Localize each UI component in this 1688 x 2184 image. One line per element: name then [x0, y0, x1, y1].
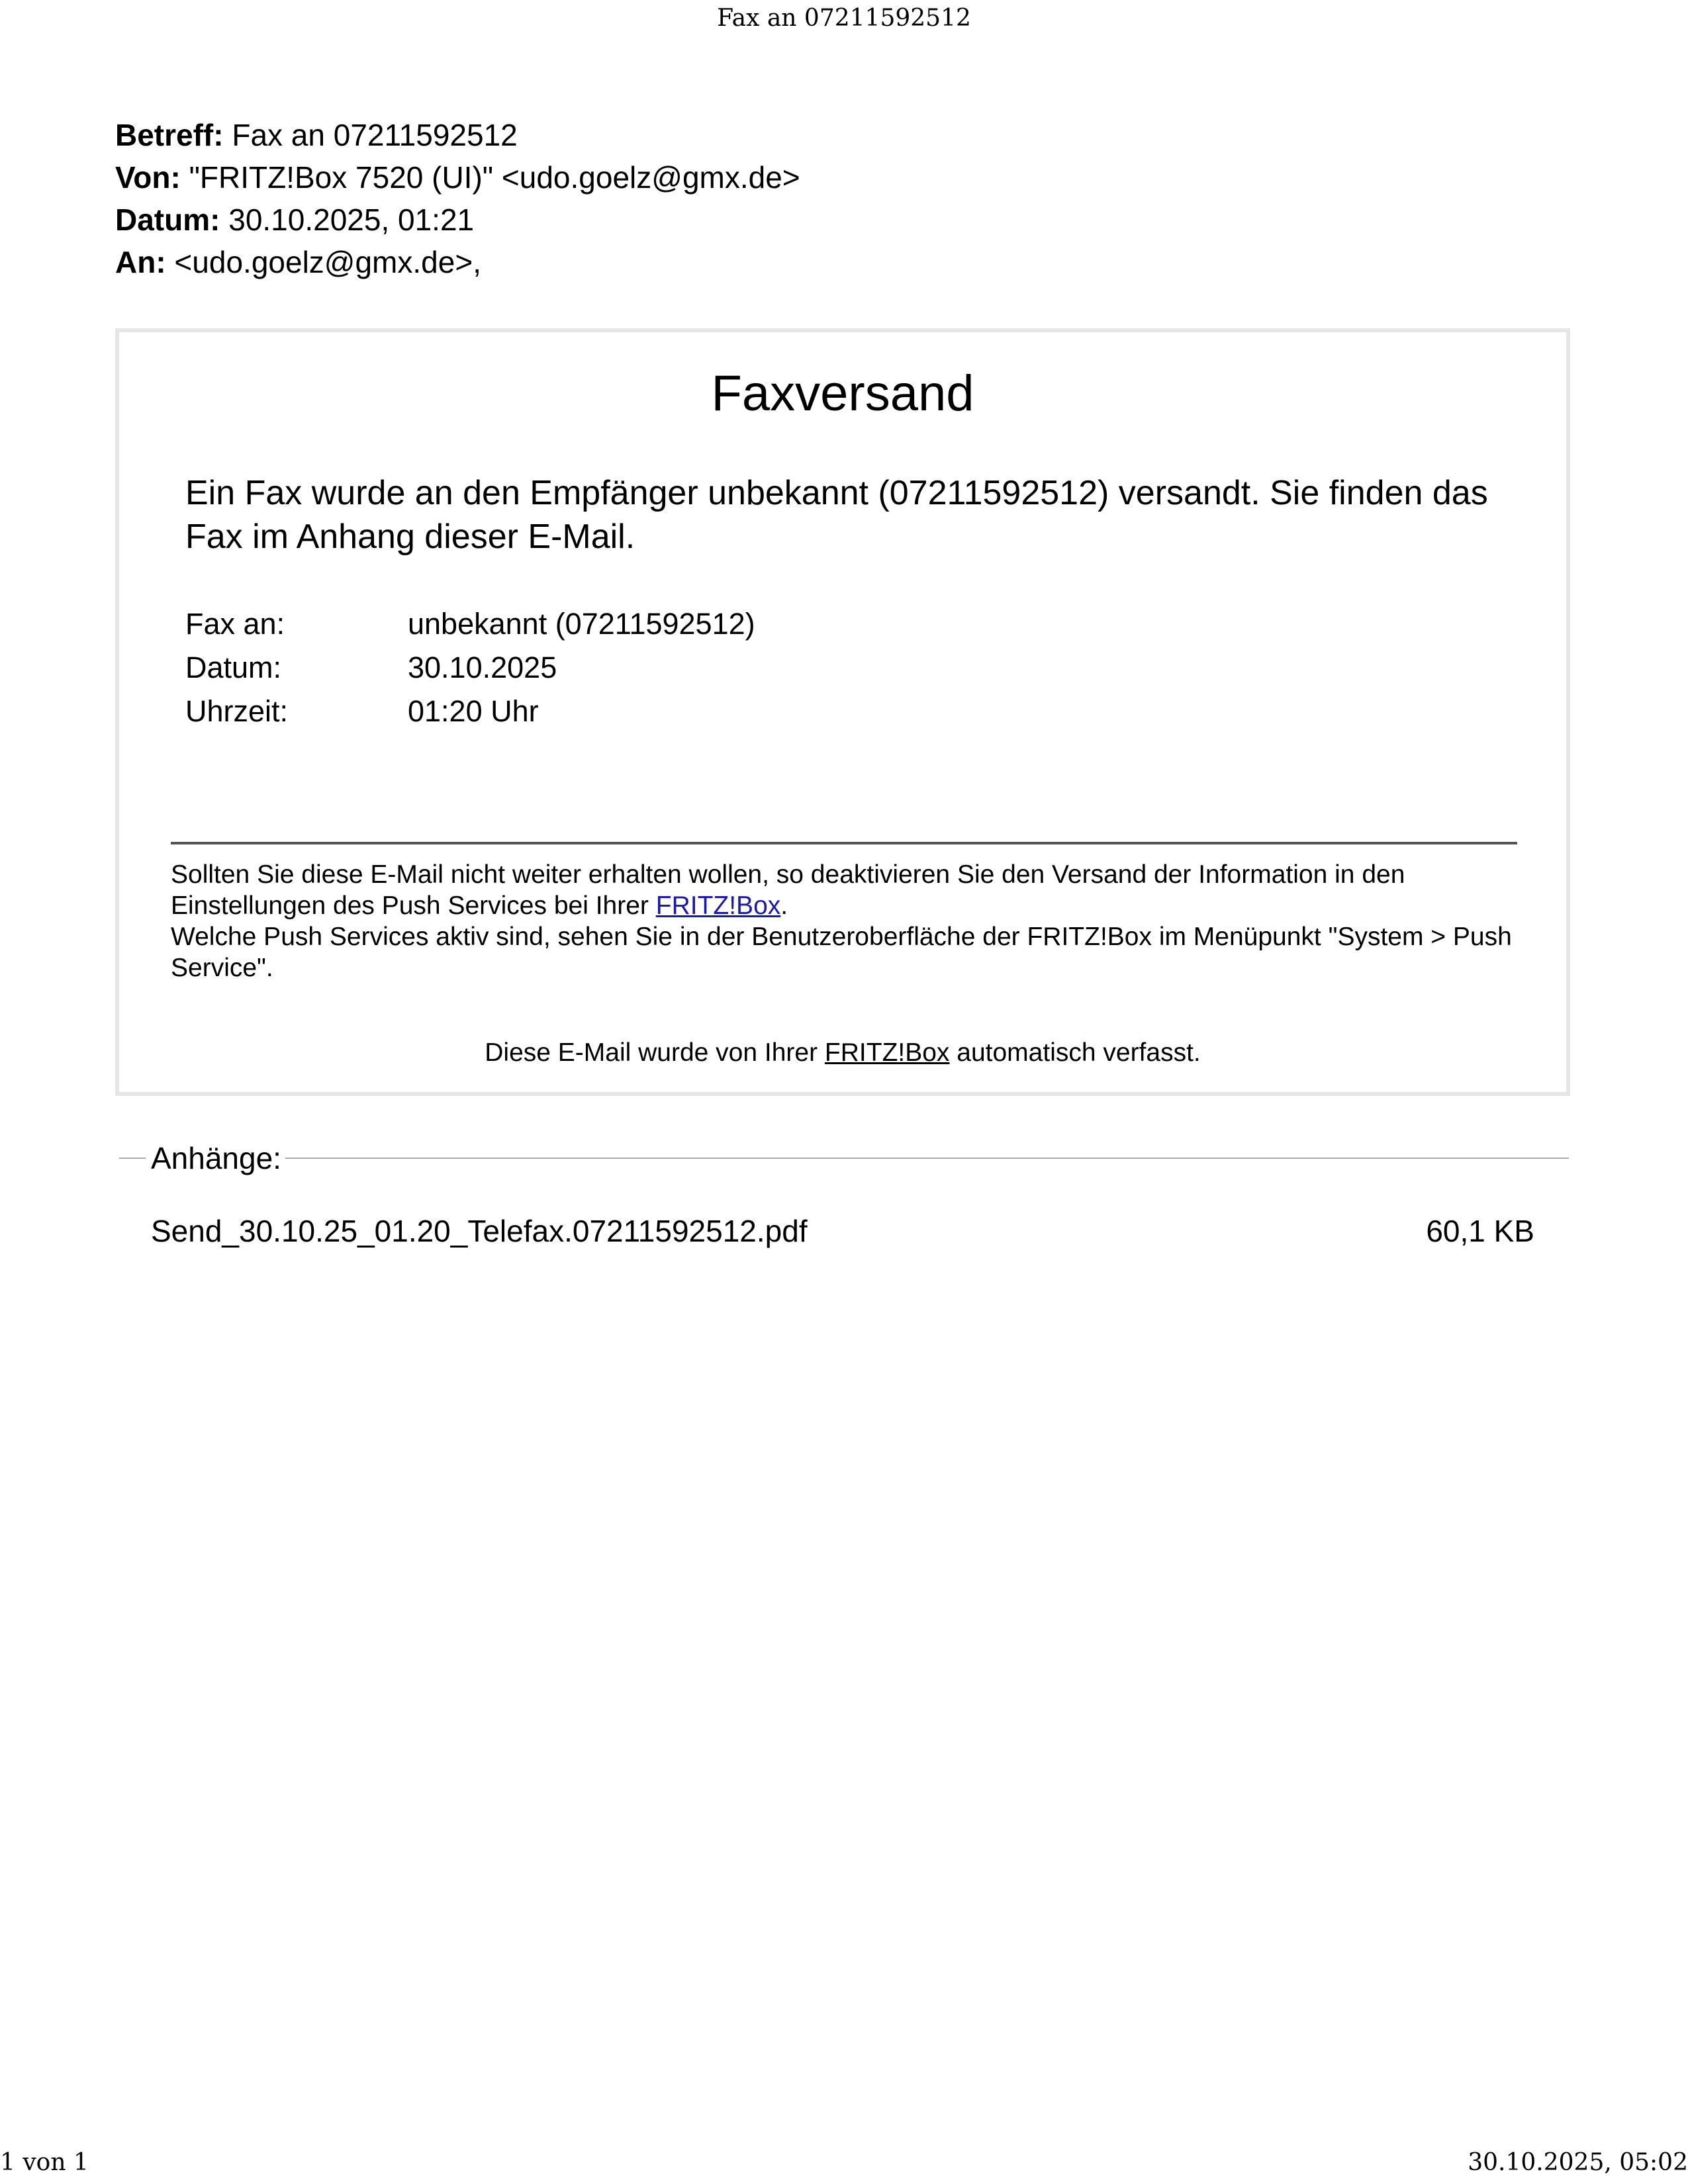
attachments-legend: [119, 1137, 1569, 1179]
to-line: [115, 241, 800, 283]
legend-rule-right: [285, 1158, 1569, 1159]
footer-brand: FRITZ!Box: [824, 1038, 950, 1067]
detail-value: 30.10.2025: [408, 651, 557, 684]
auto-generated-note: [119, 1036, 1566, 1069]
divider: [171, 842, 1517, 844]
from-label: Von:: [115, 160, 181, 195]
attachment-item[interactable]: [119, 1210, 1569, 1252]
attachment-filename[interactable]: Send_30.10.25_01.20_Telefax.07211592512.pdf: [151, 1214, 808, 1248]
date-line: [115, 199, 800, 241]
fax-details: [185, 602, 755, 733]
page-count: 1 von 1: [0, 2149, 89, 2176]
email-headers: [115, 114, 800, 283]
push-service-notice: [171, 859, 1521, 983]
detail-label: Uhrzeit:: [185, 694, 289, 728]
to-label: An:: [115, 245, 166, 279]
notice-text: Sollten Sie diese E-Mail nicht weiter erhalten wollen, so deaktivieren Sie den Versand der Information in den Einstellungen des Push Services bei Ihrer: [171, 860, 1405, 920]
subject-line: [115, 114, 800, 156]
date-label: Datum:: [115, 203, 220, 237]
fritzbox-link[interactable]: FRITZ!Box: [655, 891, 781, 920]
footer-text: Diese E-Mail wurde von Ihrer: [485, 1038, 825, 1067]
print-timestamp: 30.10.2025, 05:02: [1468, 2149, 1688, 2176]
footer-text-end: automatisch verfasst.: [949, 1038, 1201, 1067]
notice-text-end: .: [780, 891, 788, 920]
print-header-title: Fax an 07211592512: [717, 5, 971, 32]
to-value: <udo.goelz@gmx.de>,: [165, 245, 481, 279]
message-body: [115, 328, 1570, 1096]
attachment-size: 60,1 KB: [1426, 1214, 1534, 1248]
detail-row-recipient: [185, 602, 755, 646]
detail-row-date: [185, 646, 755, 690]
subject-value: Fax an 07211592512: [223, 118, 518, 152]
from-line: [115, 156, 800, 199]
detail-value: unbekannt (07211592512): [408, 607, 755, 641]
detail-row-time: [185, 690, 755, 733]
notice-paragraph-2: Welche Push Services aktiv sind, sehen Sie in der Benutzeroberfläche der FRITZ!Box im Menüpunkt "System > Push Service".: [171, 923, 1512, 982]
detail-label: Fax an:: [185, 607, 285, 641]
attachments-label: Anhänge:: [151, 1141, 281, 1175]
detail-label: Datum:: [185, 651, 282, 684]
message-intro: Ein Fax wurde an den Empfänger unbekannt (07211592512) versandt. Sie finden das Fax im Anhang dieser E-Mail.: [185, 474, 1488, 556]
date-value: 30.10.2025, 01:21: [220, 203, 475, 237]
from-value: "FRITZ!Box 7520 (UI)" <udo.goelz@gmx.de>: [180, 160, 800, 195]
subject-label: Betreff:: [115, 118, 224, 152]
legend-rule-left: [119, 1158, 146, 1159]
detail-value: 01:20 Uhr: [408, 694, 539, 728]
attachments-section: [119, 1137, 1569, 1252]
notice-paragraph-1: [171, 859, 1521, 921]
message-title: Faxversand: [711, 365, 974, 422]
